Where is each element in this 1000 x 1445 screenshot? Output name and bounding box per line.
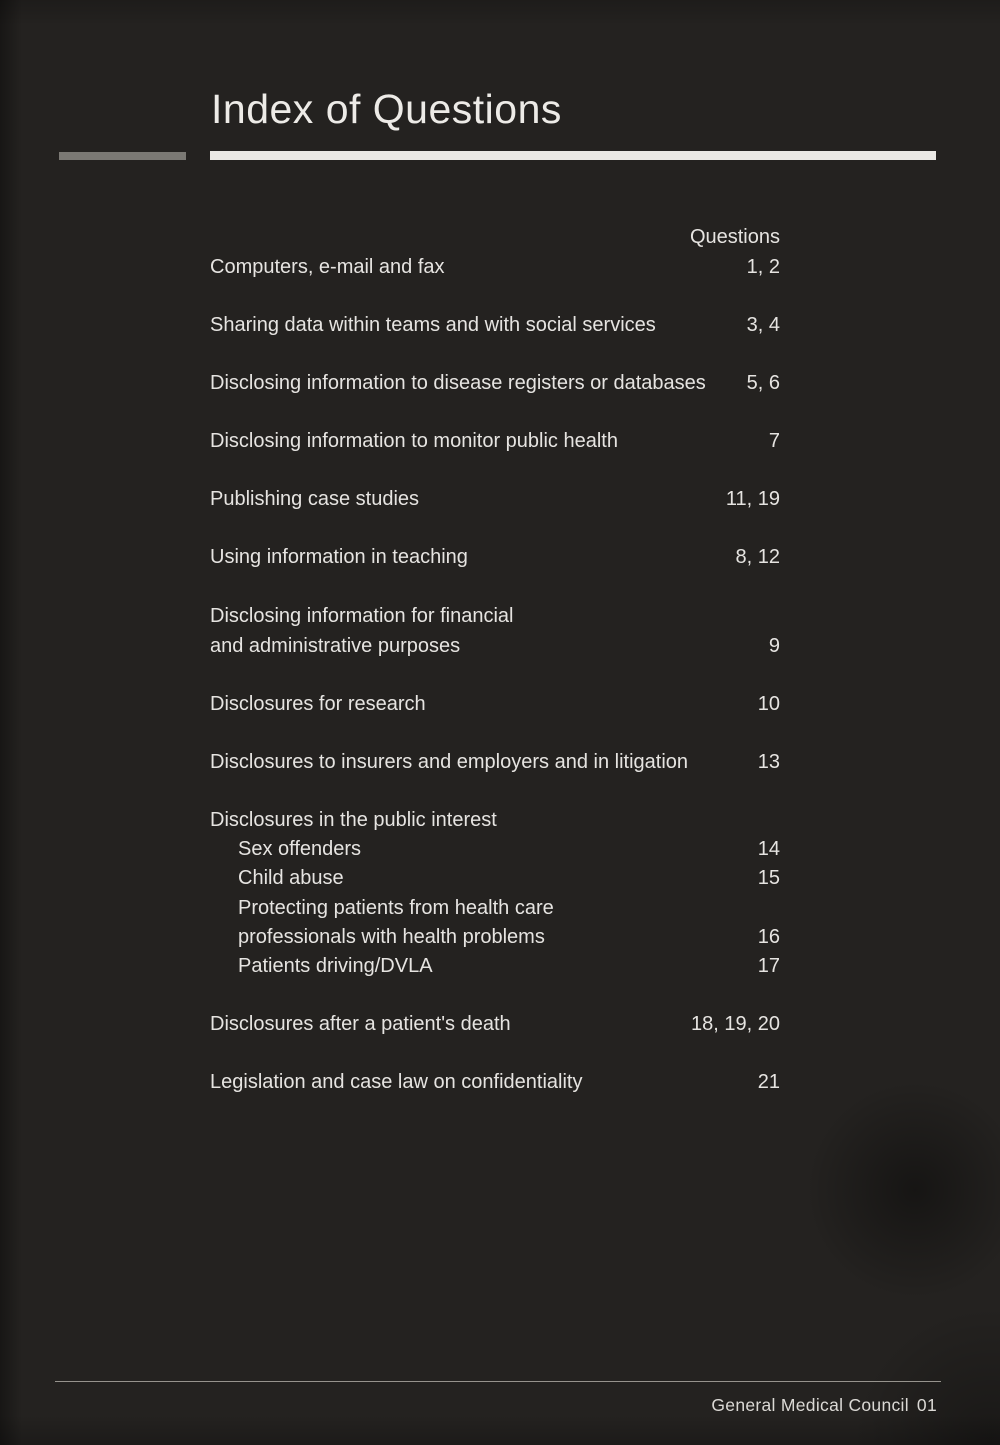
footer: [711, 1395, 937, 1416]
toc-entry-questions: 18, 19, 20: [691, 1013, 780, 1035]
toc-entry: [210, 485, 780, 514]
toc-entry-label: Sharing data within teams and with social services: [210, 314, 656, 336]
toc-entry-label: Protecting patients from health care: [238, 897, 554, 919]
toc-entry: [210, 748, 780, 777]
toc-entry-questions: 8, 12: [735, 546, 780, 568]
title-rule-left: [59, 152, 186, 160]
toc-entry: [210, 1010, 780, 1039]
toc-entry-label: Sex offenders: [238, 838, 362, 860]
toc-entry-questions: 7: [768, 430, 780, 452]
toc-entry-label: Patients driving/DVLA: [238, 955, 433, 977]
toc-entry-questions: 10: [757, 693, 780, 715]
toc-entry-questions: 5, 6: [746, 372, 780, 394]
toc-entry-label: Disclosures to insurers and employers and in litigation: [210, 751, 689, 773]
toc-entry: [210, 806, 780, 835]
toc-entry-label: Disclosures in the public interest: [210, 809, 497, 831]
toc-entry: [210, 369, 780, 398]
footer-page-number: 01: [916, 1395, 937, 1415]
toc-entry-label: Using information in teaching: [210, 546, 468, 568]
toc-entry-questions: 14: [757, 838, 780, 860]
toc-entry-label-line2: professionals with health problems: [238, 926, 545, 948]
page-title: Index of Questions: [211, 86, 562, 132]
toc-entry: [210, 601, 780, 661]
index-of-questions-list: [210, 0, 780, 1200]
toc-entry-label: Disclosing information to disease registers or databases: [210, 372, 706, 394]
toc-entry-questions: 9: [768, 635, 780, 657]
toc-entry-questions: 17: [757, 955, 780, 977]
toc-subentry: [210, 952, 780, 981]
footer-organization: General Medical Council: [711, 1395, 909, 1415]
toc-entry: [210, 543, 780, 572]
toc-entry-questions: 11, 19: [725, 488, 780, 510]
toc-entry-questions: 15: [757, 867, 780, 889]
toc-entry: [210, 1068, 780, 1097]
toc-entry-label: Disclosures for research: [210, 693, 426, 715]
toc-entry-questions: 21: [757, 1071, 780, 1093]
toc-entry: [210, 427, 780, 456]
toc-entry-label: Legislation and case law on confidentiality: [210, 1071, 583, 1093]
toc-entry-label: Disclosing information to monitor public health: [210, 430, 618, 452]
toc-entry: [210, 690, 780, 719]
toc-subentry: [210, 835, 780, 864]
toc-entry-questions: 1, 2: [746, 256, 780, 278]
toc-entry-questions: 3, 4: [746, 314, 780, 336]
questions-column-header: Questions: [689, 226, 780, 248]
toc-entry-label: Computers, e-mail and fax: [210, 256, 445, 278]
footer-rule: [55, 1381, 941, 1382]
toc-entry-label-line2: and administrative purposes: [210, 635, 461, 657]
toc-entry: [210, 311, 780, 340]
toc-entry-questions: 16: [757, 926, 780, 948]
toc-entry-label: Disclosing information for financial: [210, 605, 514, 627]
toc-entry-label: Disclosures after a patient's death: [210, 1013, 511, 1035]
toc-subentry: [210, 894, 780, 952]
toc-entry-label: Child abuse: [238, 867, 344, 889]
toc-subentry: [210, 864, 780, 893]
toc-entry: [210, 253, 780, 282]
toc-entry-questions: 13: [757, 751, 780, 773]
toc-entry-label: Publishing case studies: [210, 488, 420, 510]
